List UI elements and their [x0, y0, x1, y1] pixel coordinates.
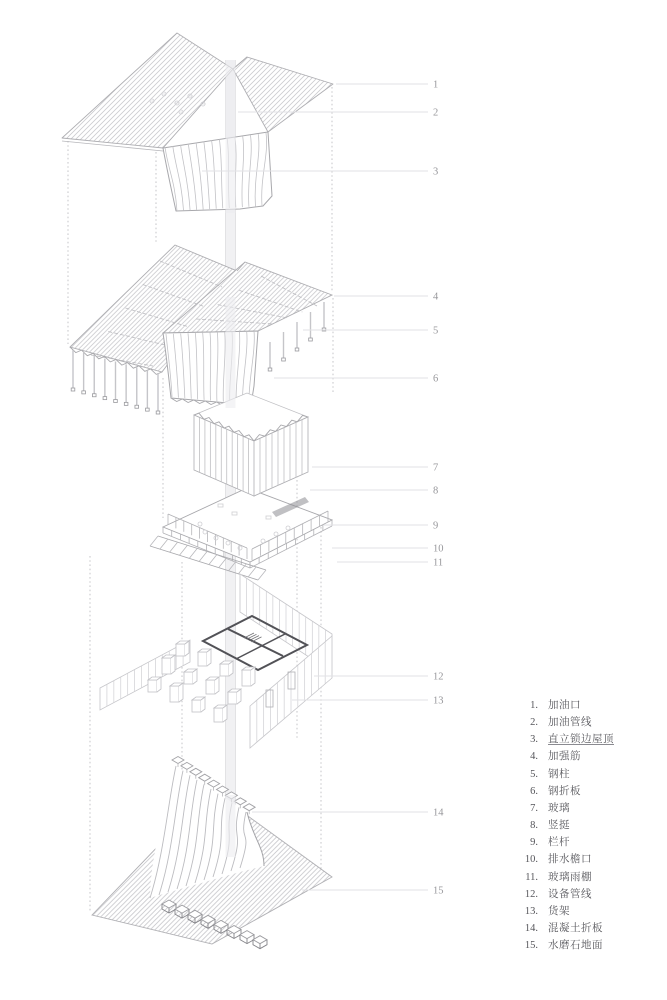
callout-2: 2: [433, 107, 439, 119]
legend-item-number: 7.: [530, 802, 538, 814]
legend-item-label: 排水檐口: [548, 854, 592, 866]
callout-14: 14: [433, 807, 444, 819]
legend-item-label: 混凝土折板: [548, 923, 603, 935]
legend-item-label: 栏杆: [548, 837, 570, 849]
legend-item-number: 6.: [530, 785, 538, 797]
glass-pavilion-layer: [150, 393, 332, 580]
callout-7: 7: [433, 462, 439, 474]
callout-5: 5: [433, 325, 439, 337]
legend-item: [522, 714, 662, 731]
legend-item-label: 钢柱: [548, 768, 570, 780]
legend-item-number: 4.: [530, 751, 538, 763]
legend: [522, 697, 662, 954]
legend-item-label: 货架: [548, 905, 570, 917]
steel-folded-plate-layer: [70, 245, 332, 414]
legend-item-label: 玻璃: [548, 802, 570, 814]
legend-item: [522, 937, 662, 954]
callout-numbers: [433, 80, 444, 897]
legend-item: [522, 903, 662, 920]
legend-item-label: 加油口: [548, 700, 581, 711]
legend-item-number: 15.: [524, 940, 538, 952]
shelving-racks: [148, 641, 255, 722]
legend-item-label: 加强筋: [548, 751, 581, 763]
legend-item: [522, 800, 662, 817]
legend-item-number: 13.: [524, 905, 538, 917]
legend-item-number: 1.: [530, 700, 538, 711]
legend-item: [522, 731, 662, 748]
callout-12: 12: [433, 671, 444, 683]
legend-item: [522, 697, 662, 714]
legend-item-label: 加油管线: [548, 717, 592, 729]
legend-item-label: 玻璃雨棚: [548, 871, 592, 883]
callout-13: 13: [433, 695, 444, 707]
legend-item-label: 水磨石地面: [548, 940, 603, 952]
ground-layer: [92, 757, 332, 949]
callout-4: 4: [433, 291, 439, 303]
legend-item: [522, 783, 662, 800]
legend-item: [522, 851, 662, 868]
legend-item-label: 竖挺: [548, 820, 570, 832]
legend-item: [522, 886, 662, 903]
callout-10: 10: [433, 543, 444, 555]
standing-seam-roof-layer: [62, 33, 333, 211]
legend-item-number: 3.: [530, 734, 538, 746]
callout-8: 8: [433, 485, 439, 497]
legend-item-number: 9.: [530, 837, 538, 849]
callout-1: 1: [433, 79, 439, 91]
callout-11: 11: [433, 557, 444, 569]
callout-15: 15: [433, 885, 444, 897]
legend-item-number: 2.: [530, 717, 538, 729]
legend-item-number: 11.: [525, 871, 538, 883]
legend-item-label: 直立锁边屋顶: [548, 734, 614, 746]
legend-item-label: 钢折板: [548, 785, 581, 797]
callout-3: 3: [433, 166, 439, 178]
legend-item: [522, 766, 662, 783]
legend-item: [522, 920, 662, 937]
legend-item-number: 8.: [530, 820, 538, 832]
legend-item-number: 14.: [524, 923, 538, 935]
callout-9: 9: [433, 520, 439, 532]
legend-item-number: 12.: [524, 888, 538, 900]
legend-item-number: 5.: [530, 768, 538, 780]
legend-item-label: 设备管线: [548, 888, 592, 900]
callout-6: 6: [433, 373, 439, 385]
legend-item: [522, 748, 662, 765]
legend-item-number: 10.: [524, 854, 538, 866]
legend-item: [522, 817, 662, 834]
legend-item: [522, 834, 662, 851]
legend-item: [522, 869, 662, 886]
